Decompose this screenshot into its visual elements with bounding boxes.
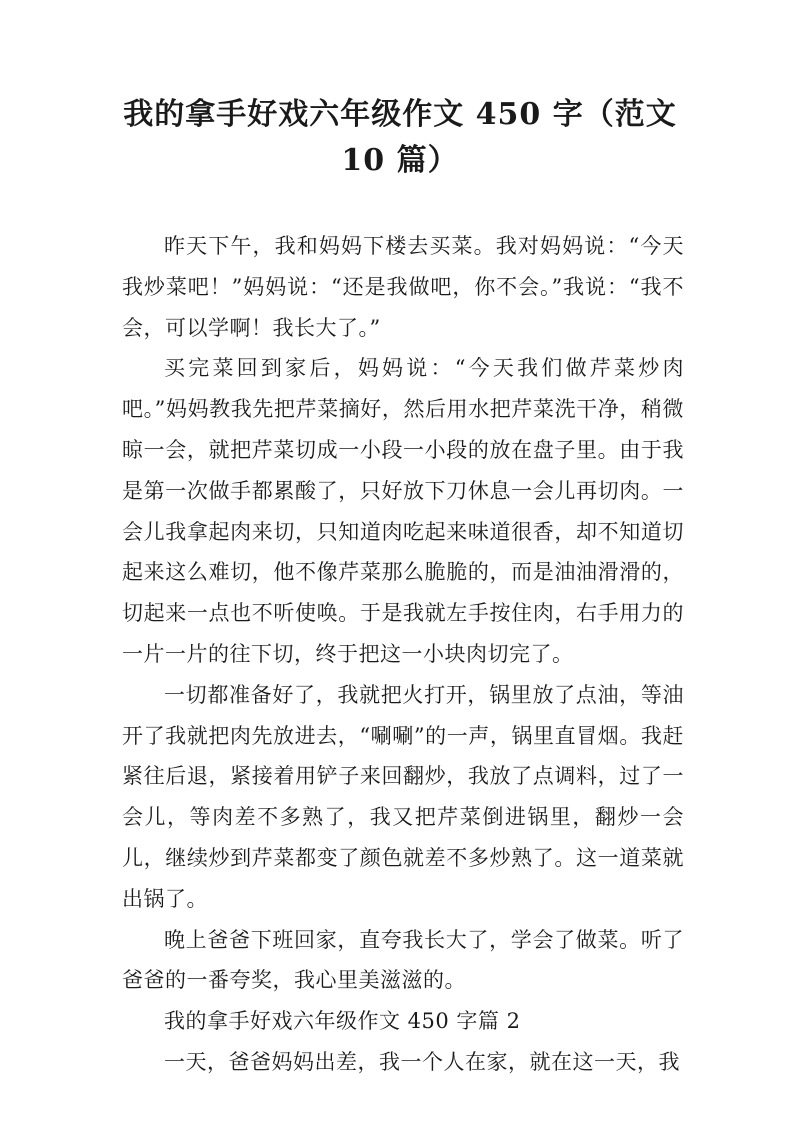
paragraph-3: 一切都准备好了，我就把火打开，锅里放了点油，等油开了我就把肉先放进去，“唰唰”的一声，锅里直冒烟。我赶紧往后退，紧接着用铲子来回翻炒，我放了点调料，过了一会儿，等肉差不多熟了，我又把芹菜倒进锅里，翻炒一会儿，继续炒到芹菜都变了颜色就差不多炒熟了。这一道菜就出锅了。 bbox=[122, 682, 684, 911]
paragraph-4: 晚上爸爸下班回家，直夸我长大了，学会了做菜。听了爸爸的一番夸奖，我心里美滋滋的。 bbox=[122, 927, 684, 993]
document-body bbox=[122, 226, 684, 1083]
section-subheading: 我的拿手好戏六年级作文 450 字篇 2 bbox=[164, 1009, 521, 1034]
paragraph-2: 买完菜回到家后，妈妈说：“今天我们做芹菜炒肉吧。”妈妈教我先把芹菜摘好，然后用水把芹菜洗干净，稍微晾一会，就把芹菜切成一小段一小段的放在盘子里。由于我是第一次做手都累酸了，只好放下刀休息一会儿再切肉。一会儿我拿起肉来切，只知道肉吃起来味道很香，却不知道切起来这么难切，他不像芹菜那么脆脆的，而是油油滑滑的，切起来一点也不听使唤。于是我就左手按住肉，右手用力的一片一片的往下切，终于把这一小块肉切完了。 bbox=[122, 356, 684, 666]
document-title: 我的拿手好戏六年级作文 450 字（范文 10 篇） bbox=[123, 97, 677, 178]
paragraph-5: 一天，爸爸妈妈出差，我一个人在家，就在这一天，我 bbox=[164, 1049, 680, 1074]
paragraph-1: 昨天下午，我和妈妈下楼去买菜。我对妈妈说：“今天我炒菜吧！”妈妈说：“还是我做吧，你不会。”我说：“我不会，可以学啊！我长大了。” bbox=[122, 234, 684, 340]
